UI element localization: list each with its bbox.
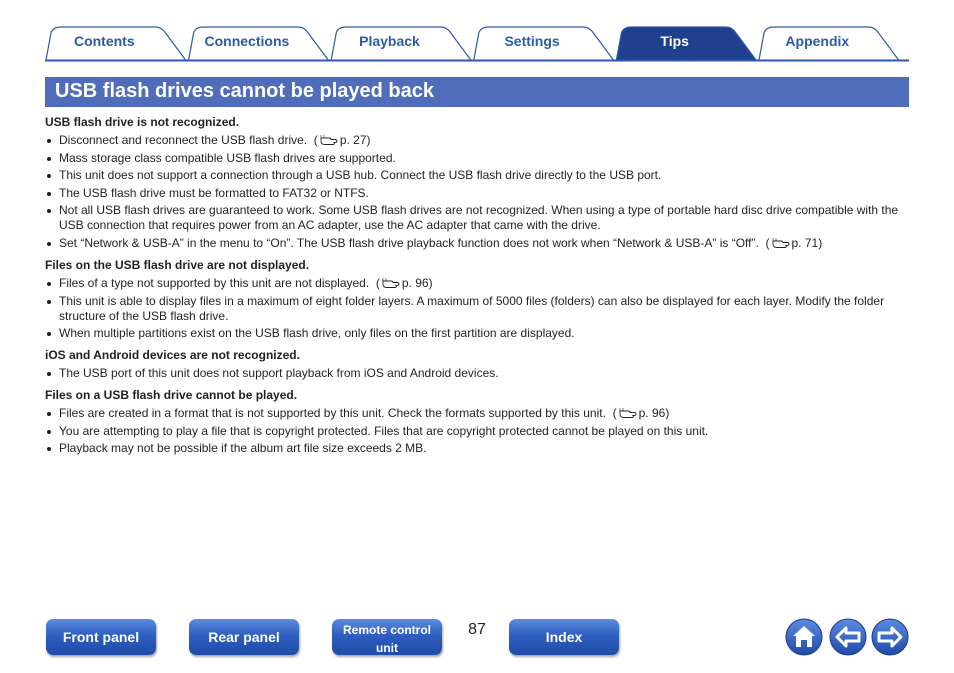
list-item-text: Playback may not be possible if the album art file size exceeds 2 MB. bbox=[59, 441, 427, 456]
list-item-text: Set “Network & USB-A” in the menu to “On”. The USB flash drive playback function does not work when “Network & USB-A” is “Off”. bbox=[59, 235, 759, 250]
remote-control-label-line1: Remote control bbox=[342, 623, 431, 637]
rear-panel-label: Rear panel bbox=[208, 629, 280, 645]
hand-pointer-icon bbox=[619, 407, 637, 419]
list-item bbox=[45, 133, 905, 148]
arrow-left-icon[interactable] bbox=[829, 618, 867, 656]
content-area bbox=[45, 115, 905, 459]
index-button[interactable] bbox=[509, 619, 619, 655]
hand-pointer-icon bbox=[772, 237, 790, 249]
bullet-list bbox=[45, 276, 905, 341]
list-item-text: The USB flash drive must be formatted to FAT32 or NTFS. bbox=[59, 185, 369, 200]
list-item-text: Disconnect and reconnect the USB flash drive. bbox=[59, 133, 308, 147]
remote-control-label-line2: unit bbox=[376, 641, 398, 655]
arrow-right-icon[interactable] bbox=[871, 618, 909, 656]
list-item bbox=[45, 186, 905, 201]
page-title: USB flash drives cannot be played back bbox=[55, 80, 435, 102]
list-item bbox=[45, 151, 905, 166]
bullet-list bbox=[45, 366, 905, 381]
page-reference-text: p. 27 bbox=[339, 133, 367, 147]
tab-appendix[interactable]: Appendix bbox=[785, 33, 850, 49]
list-item-text: Mass storage class compatible USB flash drives are supported. bbox=[59, 150, 396, 165]
front-panel-label: Front panel bbox=[62, 629, 140, 645]
tab-tips[interactable]: Tips bbox=[660, 33, 689, 49]
page-reference-link[interactable]: ( p. 96) bbox=[605, 406, 670, 421]
list-item-text: This unit is able to display files in a maximum of eight folder layers. A maximum of 5000 files (folders) can also be displayed for each layer. Modify the folder structure of the USB flash drive. bbox=[59, 293, 885, 323]
section-heading: iOS and Android devices are not recognized. bbox=[45, 348, 300, 363]
tab-bar bbox=[0, 0, 954, 64]
section-heading: Files on a USB flash drive cannot be played. bbox=[45, 388, 298, 403]
list-item bbox=[45, 441, 905, 456]
section bbox=[45, 388, 905, 456]
bullet-list bbox=[45, 406, 905, 456]
home-icon[interactable] bbox=[785, 618, 823, 656]
list-item bbox=[45, 294, 905, 324]
tab-outlines bbox=[0, 0, 954, 64]
list-item bbox=[45, 406, 905, 421]
list-item bbox=[45, 276, 905, 291]
list-item bbox=[45, 168, 905, 183]
list-item-text: When multiple partitions exist on the USB flash drive, only files on the first partition are displayed. bbox=[59, 326, 575, 341]
hand-pointer-icon bbox=[320, 134, 338, 146]
tab-playback[interactable]: Playback bbox=[359, 33, 420, 49]
page-reference-text: p. 96 bbox=[401, 275, 429, 290]
page-reference-text: p. 71 bbox=[791, 235, 819, 250]
list-item-text: The USB port of this unit does not support playback from iOS and Android devices. bbox=[59, 366, 499, 381]
title-bar bbox=[45, 77, 909, 107]
bullet-list bbox=[45, 133, 905, 251]
front-panel-button[interactable] bbox=[46, 619, 156, 655]
list-item-text: Not all USB flash drives are guaranteed to work. Some USB flash drives are not recognized. When using a type of portable hard disc drive compatible with the USB connection that requires power from an AC adapter, use the AC adapter that came with the drive. bbox=[59, 203, 899, 233]
page-reference-link[interactable]: ( p. 96) bbox=[369, 275, 433, 290]
tab-contents[interactable]: Contents bbox=[73, 33, 135, 49]
section bbox=[45, 258, 905, 341]
list-item-text: You are attempting to play a file that is copyright protected. Files that are copyright protected cannot be played on this unit. bbox=[59, 423, 709, 438]
list-item-text: Files of a type not supported by this unit are not displayed. bbox=[59, 275, 370, 290]
section-heading: USB flash drive is not recognized. bbox=[45, 115, 240, 129]
index-label: Index bbox=[545, 629, 583, 645]
list-item bbox=[45, 236, 905, 251]
page-reference-link[interactable]: ( p. 71) bbox=[758, 235, 823, 250]
list-item-text: This unit does not support a connection through a USB hub. Connect the USB flash drive directly to the USB port. bbox=[59, 168, 662, 183]
list-item bbox=[45, 424, 905, 439]
list-item-text: Files are created in a format that is not supported by this unit. Check the formats supported by this unit. bbox=[59, 406, 606, 421]
remote-control-unit-button[interactable] bbox=[332, 619, 442, 655]
rear-panel-button[interactable] bbox=[189, 619, 299, 655]
hand-pointer-icon bbox=[382, 277, 400, 289]
tab-connections[interactable]: Connections bbox=[204, 33, 290, 49]
page-reference-text: p. 96 bbox=[638, 406, 666, 421]
list-item bbox=[45, 326, 905, 341]
list-item bbox=[45, 203, 905, 233]
section-heading: Files on the USB flash drive are not displayed. bbox=[45, 257, 310, 272]
section bbox=[45, 115, 905, 251]
section bbox=[45, 348, 905, 381]
page-number: 87 bbox=[468, 621, 486, 638]
tab-settings[interactable]: Settings bbox=[504, 33, 560, 49]
page-reference-link[interactable]: ( p. 27) bbox=[307, 133, 371, 147]
list-item bbox=[45, 366, 905, 381]
